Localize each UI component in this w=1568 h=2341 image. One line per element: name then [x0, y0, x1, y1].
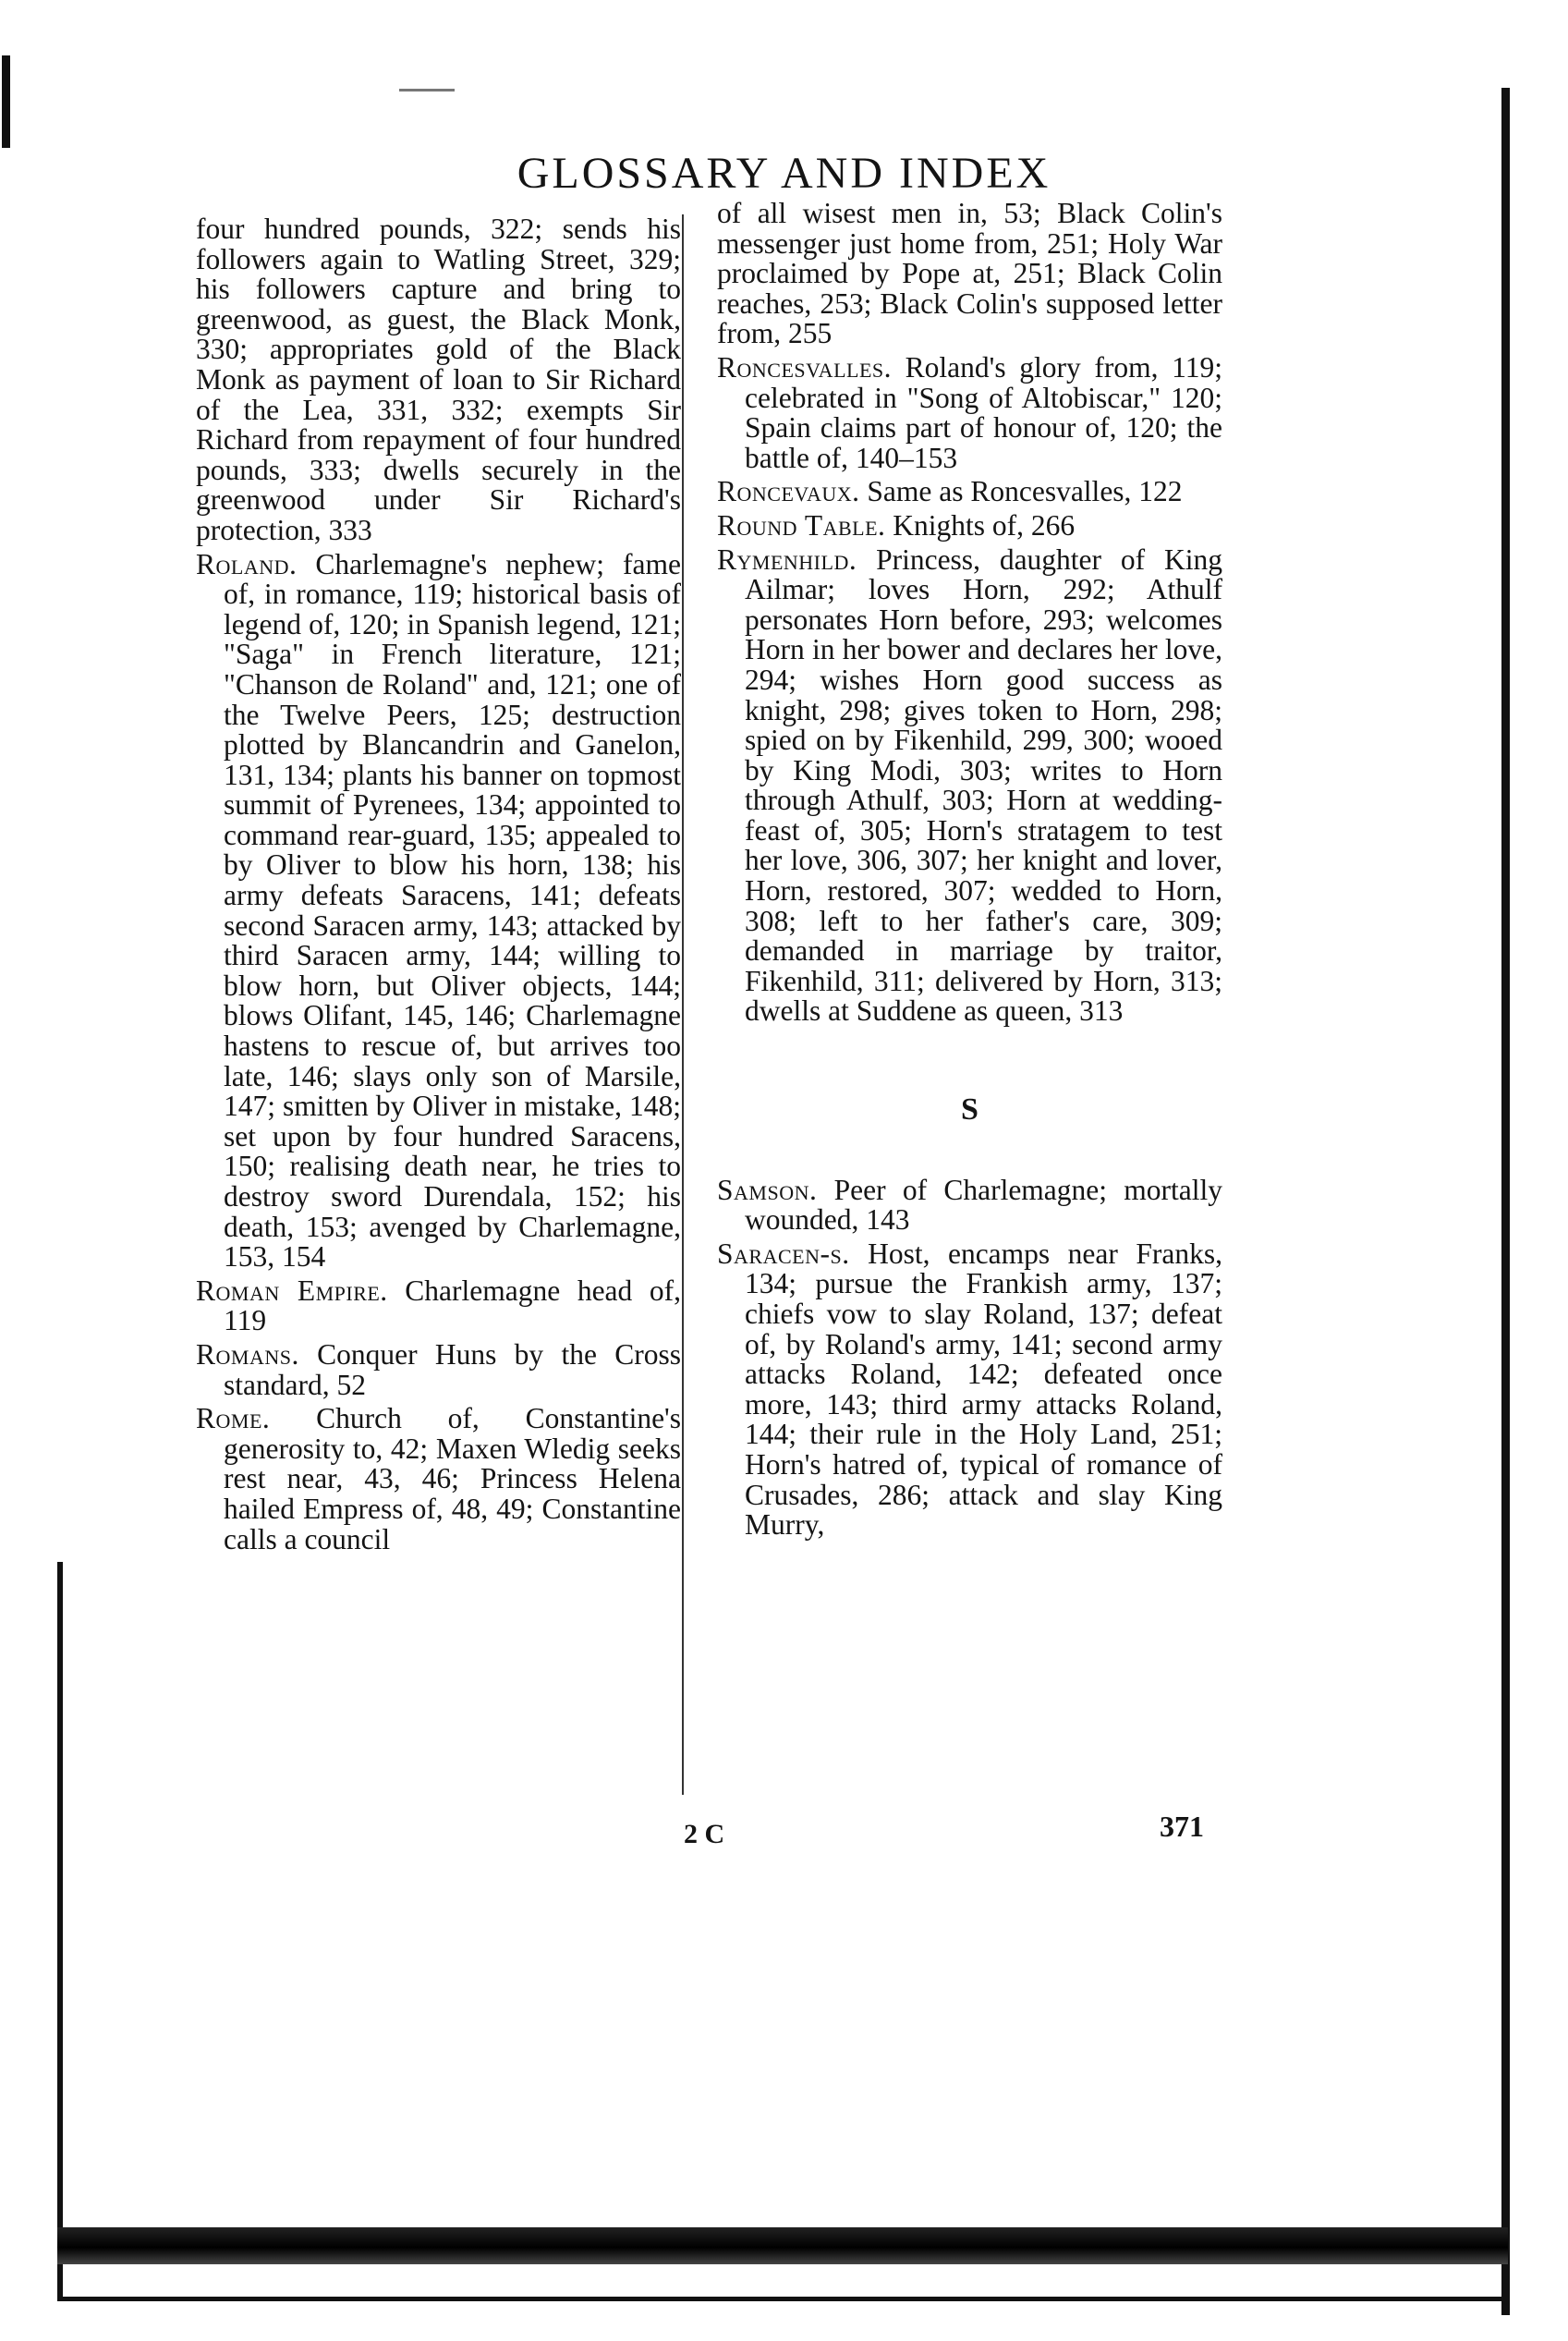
page-title: GLOSSARY AND INDEX — [517, 149, 1051, 198]
entry-headword: Samson. — [717, 1173, 818, 1206]
scan-edge-left-top — [2, 55, 10, 148]
left-column — [196, 214, 681, 1558]
index-entry: Roncevaux. Same as Roncesvalles, 122 — [717, 475, 1183, 508]
entry-headword: Rymenhild. — [717, 543, 857, 576]
index-entry: Samson. Peer of Charlemagne; mortally wounded, 143 — [717, 1173, 1223, 1237]
entry-headword: Round Table. — [717, 508, 886, 542]
scan-mark — [399, 89, 455, 91]
scan-edge-right — [1501, 88, 1510, 2315]
index-entry: Romans. Conquer Huns by the Cross standard, 52 — [196, 1337, 681, 1401]
page-number: 371 — [1160, 1810, 1204, 1843]
index-entry: Saracen-s. Host, encamps near Franks, 134; pursue the Frankish army, 137; chiefs vow to slay Roland, 137; defeat of, by Roland's army, 141; second army attacks Roland, 142; defeated once more, 143; third army attacks Roland, 144; their rule in the Holy Land, 251; Horn's hatred of, typical of romance of Crusades, 286; attack and slay King Murry, — [717, 1237, 1222, 1542]
index-entry: of all wisest men in, 53; Black Colin's messenger just home from, 251; Holy War proclaimed by Pope at, 251; Black Colin reaches, 253; Black Colin's supposed letter from, 255 — [717, 197, 1222, 350]
index-entry: Rymenhild. Princess, daughter of King Ailmar; loves Horn, 292; Athulf personates Horn before, 293; welcomes Horn in her bower and declares her love, 294; wishes Horn good success as knight, 298; gives token to Horn, 298; spied on by Fikenhild, 299, 300; wooed by King Modi, 303; writes to Horn through Athulf, 303; Horn at wedding-feast of, 305; Horn's stratagem to test her love, 306, 307; her knight and lover, Horn, restored, 307; wedded to Horn, 308; left to her father's care, 309; demanded in marriage by traitor, Fikenhild, 311; delivered by Horn, 313; dwells at Suddene as queen, 313 — [717, 543, 1222, 1028]
scan-edge-bottom-lower — [57, 2297, 1508, 2301]
index-entry: Round Table. Knights of, 266 — [717, 508, 1076, 542]
entry-headword: Saracen-s. — [717, 1237, 850, 1270]
entry-headword: Roncesvalles. — [717, 350, 892, 384]
index-entry: Roncesvalles. Roland's glory from, 119; celebrated in "Song of Altobiscar," 120; Spain claims part of honour of, 120; the battle of, 140–153 — [717, 350, 1223, 474]
column-divider — [682, 214, 684, 1795]
index-entry: Roman Empire. Charlemagne head of, 119 — [196, 1274, 681, 1337]
entry-headword: Roncevaux. — [717, 475, 860, 508]
scan-edge-bottom — [57, 2227, 1508, 2264]
signature-mark: 2 C — [684, 1819, 725, 1849]
index-entry: Rome. Church of, Constantine's generosity to, 42; Maxen Wledig seeks rest near, 43, 46; Princess Helena hailed Empress of, 48, 49; Constantine calls a council — [196, 1402, 681, 1555]
entry-headword: Roman Empire. — [196, 1274, 388, 1307]
section-letter: S — [961, 1092, 978, 1128]
entry-headword: Rome. — [196, 1402, 271, 1435]
scan-edge-left — [57, 1562, 63, 2301]
index-entry: four hundred pounds, 322; sends his followers again to Watling Street, 329; his followers capture and bring to greenwood, as guest, the Black Monk, 330; appropriates gold of the Black Monk as payment of loan to Sir Richard of the Lea, 331, 332; exempts Sir Richard from repayment of four hundred pounds, 333; dwells securely in the greenwood under Sir Richard's protection, 333 — [196, 213, 681, 546]
entry-headword: Romans. — [196, 1337, 299, 1371]
index-entry: Roland. Charlemagne's nephew; fame of, in romance, 119; historical basis of legend of, 120; in Spanish legend, 121; "Saga" in French literature, 121; "Chanson de Roland" and, 121; one of the Twelve Peers, 125; destruction plotted by Blancandrin and Ganelon, 131, 134; plants his banner on topmost summit of Pyrenees, 134; appointed to command rear-guard, 135; appealed to by Oliver to blow his horn, 138; his army defeats Saracens, 141; defeats second Saracen army, 143; attacked by third Saracen army, 144; willing to blow horn, but Oliver objects, 144; blows Olifant, 145, 146; Charlemagne hastens to rescue of, but arrives too late, 146; slays only son of Marsile, 147; smitten by Oliver in mistake, 148; set upon by four hundred Saracens, 150; realising death near, he tries to destroy sword Durendala, 152; his death, 153; avenged by Charlemagne, 153, 154 — [196, 547, 681, 1274]
right-column — [717, 199, 1222, 1544]
entry-headword: Roland. — [196, 547, 298, 580]
